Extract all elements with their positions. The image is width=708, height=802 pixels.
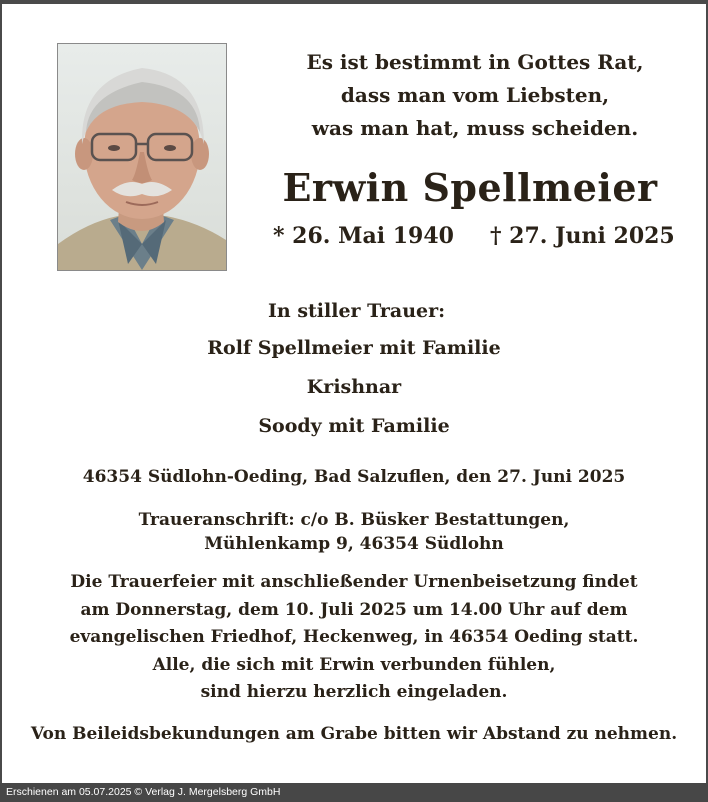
- mourning-address: [0, 508, 708, 556]
- ceremony-line: am Donnerstag, dem 10. Juli 2025 um 14.00 Uhr auf dem: [80, 599, 628, 620]
- verse-line: dass man vom Liebsten,: [340, 83, 610, 107]
- mourner-entry: Krishnar: [306, 376, 402, 398]
- portrait-photo: [57, 43, 227, 271]
- ceremony-line: Die Trauerfeier mit anschließender Urnenbeisetzung findet: [70, 572, 638, 592]
- ceremony-info: [0, 569, 708, 707]
- ceremony-line: Alle, die sich mit Erwin verbunden fühlen,: [152, 654, 556, 675]
- publication-footer: Erschienen am 05.07.2025 © Verlag J. Mergelsberg GmbH: [0, 783, 708, 802]
- birth-date: * 26. Mai 1940: [273, 223, 454, 249]
- deceased-name: Erwin Spellmeier: [282, 165, 658, 210]
- verse-line: Es ist bestimmt in Gottes Rat,: [306, 50, 644, 74]
- mourner-entry: Soody mit Familie: [258, 415, 450, 437]
- verse-line: was man hat, muss scheiden.: [311, 116, 639, 140]
- address-line: Mühlenkamp 9, 46354 Südlohn: [204, 534, 504, 554]
- ceremony-line: sind hierzu herzlich eingeladen.: [200, 682, 508, 702]
- place-and-date: 46354 Südlohn-Oeding, Bad Salzuflen, den 27. Juni 2025: [82, 467, 626, 487]
- death-date: † 27. Juni 2025: [490, 223, 675, 249]
- ceremony-line: evangelischen Friedhof, Heckenweg, in 46354 Oeding statt.: [69, 627, 639, 647]
- mourners-heading: In stiller Trauer:: [268, 300, 446, 322]
- verse: [290, 46, 660, 145]
- mourner-entry: Rolf Spellmeier mit Familie: [207, 337, 501, 359]
- closing-note: Von Beileidsbekundungen am Grabe bitten wir Abstand zu nehmen.: [30, 724, 678, 744]
- address-line: Traueranschrift: c/o B. Büsker Bestattungen,: [138, 510, 570, 530]
